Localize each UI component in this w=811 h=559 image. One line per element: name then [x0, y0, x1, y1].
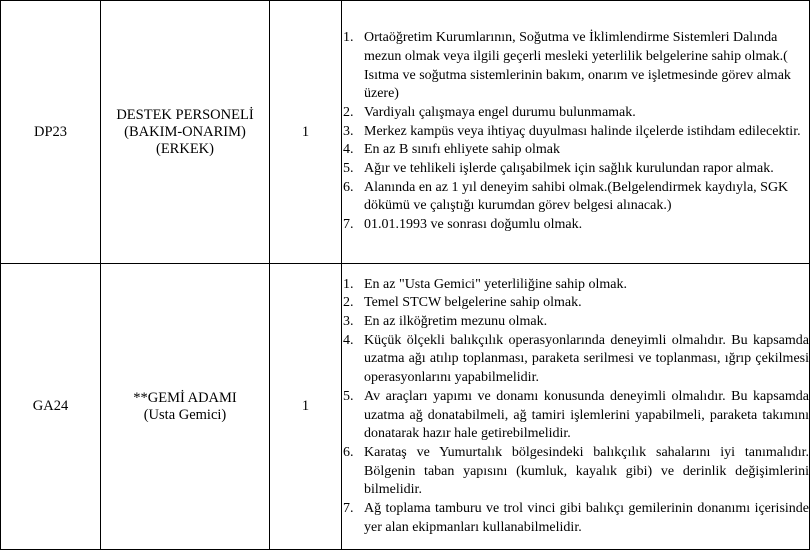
- position-count-cell: [270, 264, 342, 550]
- requirement-item: [342, 500, 809, 537]
- position-title-cell: [101, 1, 270, 264]
- requirement-text: En az B sınıfı ehliyete sahip olmak: [364, 142, 560, 158]
- requirement-text: Ağır ve tehlikeli işlerde çalışabilmek için sağlık kurulundan rapor almak.: [364, 161, 774, 177]
- requirement-text: En az ilköğretim mezunu olmak.: [364, 313, 548, 329]
- position-title-line: (ERKEK): [156, 140, 214, 157]
- requirement-number: 4.: [343, 142, 354, 158]
- position-title-line: **GEMİ ADAMI: [133, 389, 237, 406]
- requirement-number: 2.: [343, 295, 354, 311]
- requirements-cell: [342, 1, 810, 264]
- requirement-number: 1.: [343, 30, 354, 46]
- requirements-cell: [342, 264, 810, 550]
- requirement-item: [342, 29, 809, 104]
- requirement-text: Merkez kampüs veya ihtiyaç duyulması halinde ilçelerde istihdam edilecektir.: [364, 123, 801, 139]
- requirement-item: [342, 179, 809, 216]
- requirement-item: [342, 141, 809, 160]
- requirement-number: 5.: [343, 161, 354, 177]
- requirement-number: 6.: [343, 444, 354, 460]
- position-code-cell: [1, 264, 101, 550]
- table-row: [1, 1, 810, 264]
- position-title-line: (BAKIM-ONARIM): [124, 123, 246, 140]
- requirement-item: [342, 160, 809, 179]
- requirement-item: [342, 313, 809, 332]
- requirement-text: Ortaöğretim Kurumlarının, Soğutma ve İklimlendirme Sistemleri Dalında mezun olmak veya ilgili geçerli mesleki yeterlilik belgelerine sahip olmak.( Isıtma ve soğutma sistemlerinin bakım, onarım ve işletmesinde görev almak üzere): [364, 30, 791, 102]
- requirement-number: 7.: [343, 501, 354, 517]
- requirement-number: 4.: [343, 332, 354, 348]
- requirement-item: [342, 276, 809, 295]
- requirement-item: [342, 104, 809, 123]
- position-count: 1: [301, 398, 310, 414]
- position-code: GA24: [32, 398, 69, 414]
- requirement-item: [342, 388, 809, 444]
- requirement-text: En az "Usta Gemici" yeterliliğine sahip olmak.: [364, 276, 627, 292]
- position-title-line: (Usta Gemici): [143, 406, 227, 423]
- requirement-number: 1.: [343, 276, 354, 292]
- requirement-item: [342, 123, 809, 142]
- requirement-item: [342, 294, 809, 313]
- requirement-number: 3.: [343, 123, 354, 139]
- requirements-list: [342, 276, 809, 538]
- requirements-list: [342, 29, 809, 235]
- requirement-number: 2.: [343, 104, 354, 120]
- requirement-text: Küçük ölçekli balıkçılık operasyonlarında deneyimli olmalıdır. Bu kapsamda uzatma ağı atılıp toplanması, paraketa serilmesi ve toplanması, ığrıp çekilmesi operasyonlarını yapabilmelidir.: [364, 332, 809, 386]
- position-title-line: DESTEK PERSONELİ: [116, 106, 254, 123]
- requirement-item: [342, 444, 809, 500]
- requirement-text: Temel STCW belgelerine sahip olmak.: [364, 295, 582, 311]
- requirement-text: Karataş ve Yumurtalık bölgesindeki balıkçılık sahalarını iyi tanımalıdır. Bölgenin taban yapısını (kumluk, kayalık gibi) ve derinlik değişimlerini bilmelidir.: [364, 444, 809, 498]
- requirement-item: [342, 332, 809, 388]
- positions-table-body: [1, 1, 810, 550]
- requirement-number: 3.: [343, 313, 354, 329]
- table-row: [1, 264, 810, 550]
- requirement-number: 5.: [343, 388, 354, 404]
- position-count: 1: [301, 123, 310, 140]
- requirement-text: Ağ toplama tamburu ve trol vinci gibi balıkçı gemilerinin donanımı içerisinde yer alan ekipmanları kullanabilmelidir.: [364, 501, 809, 535]
- position-code-cell: [1, 1, 101, 264]
- requirement-text: Alanında en az 1 yıl deneyim sahibi olmak.(Belgelendirmek kaydıyla, SGK dökümü ve çalıştığı kurumdan görev belgesi alınacak.): [364, 179, 789, 214]
- requirement-text: 01.01.1993 ve sonrası doğumlu olmak.: [364, 217, 583, 233]
- requirement-item: [342, 216, 809, 235]
- requirement-text: Av araçları yapımı ve donamı konusunda deneyimli olmalıdır. Bu kapsamda uzatma ağ donatabilmeli, ağ tamiri işlemlerini yapabilmeli, paraketa takımını donatarak hazır hale getirebilmelidir.: [364, 388, 809, 442]
- position-count-cell: [270, 1, 342, 264]
- requirement-number: 6.: [343, 179, 354, 195]
- requirement-text: Vardiyalı çalışmaya engel durumu bulunmamak.: [364, 104, 636, 120]
- position-title-cell: [101, 264, 270, 550]
- position-code: DP23: [33, 123, 68, 140]
- requirement-number: 7.: [343, 217, 354, 233]
